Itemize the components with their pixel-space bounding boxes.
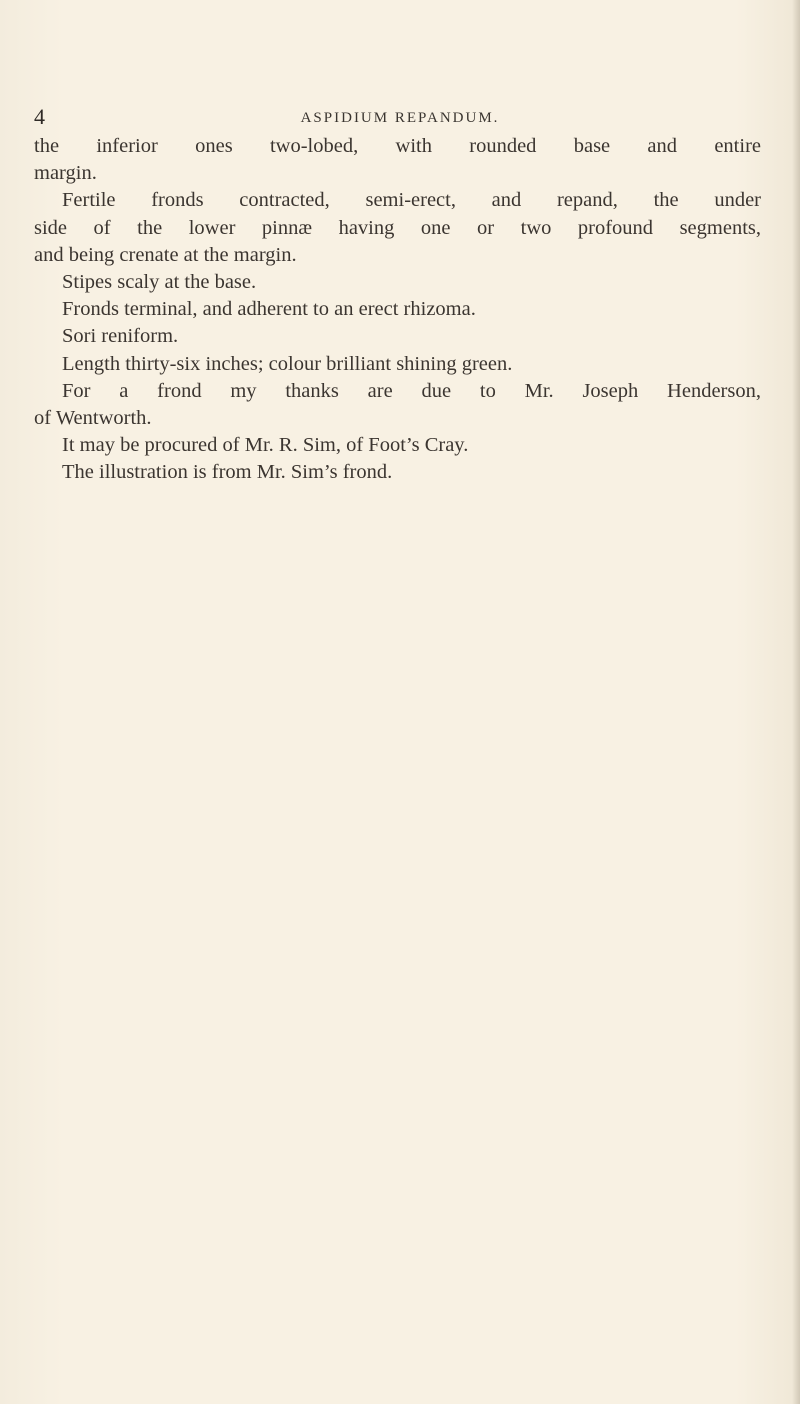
running-head: ASPIDIUM REPANDUM. [300,110,500,126]
text-line: The illustration is from Mr. Sim’s frond. [62,461,393,484]
text-line: margin. [34,162,97,185]
text-line: Fronds terminal, and adherent to an erect rhizoma. [62,298,476,321]
text-line: side of the lower pinnæ having one or two profound segments, [34,216,761,239]
page-edge-shadow [792,0,800,1404]
text-line: and being crenate at the margin. [34,243,297,266]
page-number: 4 [34,104,45,129]
text-line: of Wentworth. [34,407,152,430]
text-line: Fertile fronds contracted, semi-erect, and repand, the under [62,189,761,212]
text-line: For a frond my thanks are due to Mr. Joseph Henderson, [62,379,761,402]
text-line: Length thirty-six inches; colour brilliant shining green. [62,352,513,375]
text-line: Stipes scaly at the base. [62,271,257,294]
text-line: It may be procured of Mr. R. Sim, of Foot’s Cray. [62,434,469,457]
text-line: Sori reniform. [62,325,179,348]
text-line: the inferior ones two-lobed, with rounded base and entire [34,135,761,157]
body-text [34,133,761,487]
